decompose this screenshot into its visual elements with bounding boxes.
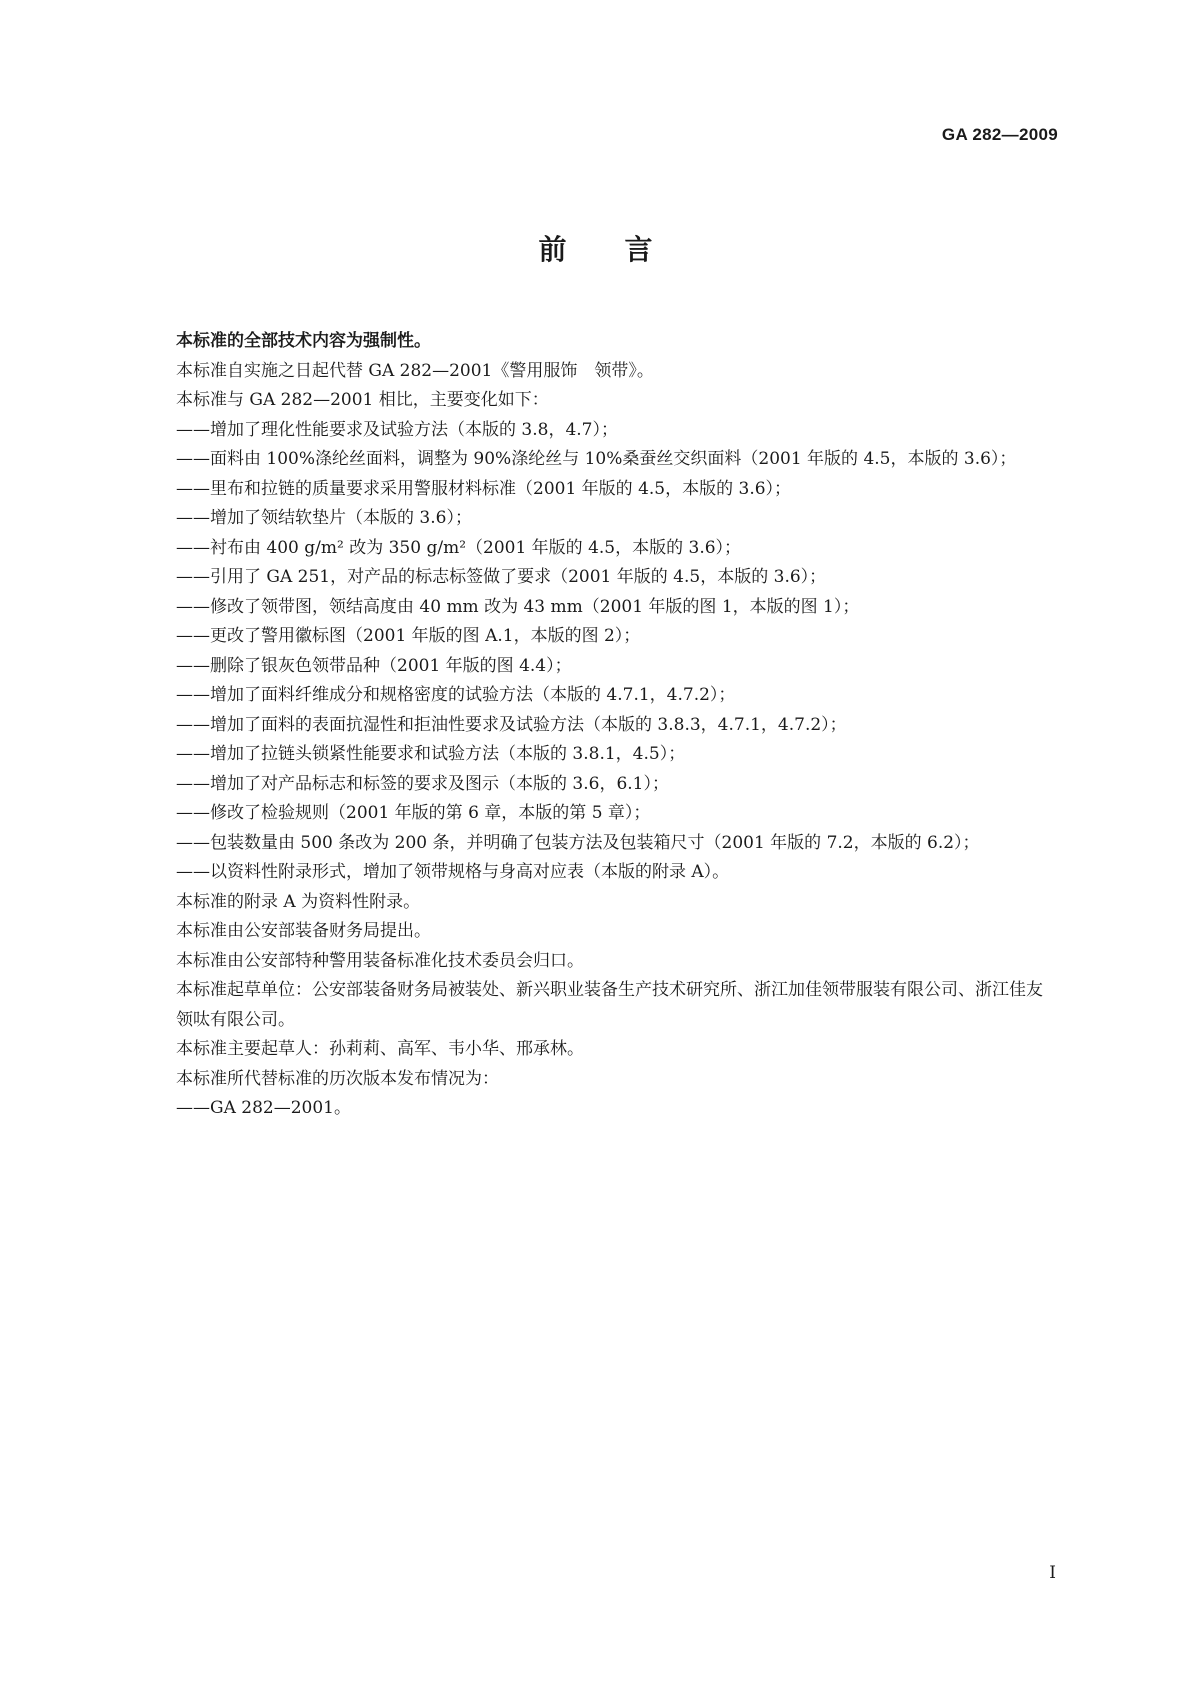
appendix-statement: 本标准的附录 A 为资料性附录。 xyxy=(176,891,421,912)
page-number: I xyxy=(1049,1563,1056,1583)
change-item: ——增加了对产品标志和标签的要求及图示（本版的 3.6，6.1）； xyxy=(176,773,669,794)
standard-code: GA 282—2009 xyxy=(941,125,1058,144)
drafting-units-statement: 本标准起草单位：公安部装备财务局被装处、新兴职业装备生产技术研究所、浙江加佳领带服装有限公司、浙江佳友领呔有限公司。 xyxy=(176,980,1043,1030)
centralized-by-statement: 本标准由公安部特种警用装备标准化技术委员会归口。 xyxy=(176,950,584,971)
change-item: ——增加了理化性能要求及试验方法（本版的 3.8，4.7）； xyxy=(176,419,618,440)
change-item: ——更改了警用徽标图（2001 年版的图 A.1，本版的图 2）； xyxy=(176,626,641,646)
drafters-statement: 本标准主要起草人：孙莉莉、高军、韦小华、邢承林。 xyxy=(176,1039,584,1059)
replacement-statement: 本标准自实施之日起代替 GA 282—2001《警用服饰 领带》。 xyxy=(176,360,654,381)
previous-edition-item: ——GA 282—2001。 xyxy=(176,1098,351,1118)
foreword-body xyxy=(176,327,1056,1124)
change-item: ——衬布由 400 g/m² 改为 350 g/m²（2001 年版的 4.5，本版的 3.6）； xyxy=(176,537,742,558)
proposer-statement: 本标准由公安部装备财务局提出。 xyxy=(176,921,431,941)
change-item: ——面料由 100%涤纶丝面料，调整为 90%涤纶丝与 10%桑蚕丝交织面料（2001 年版的 4.5，本版的 3.6）； xyxy=(176,449,1017,469)
change-item: ——增加了拉链头锁紧性能要求和试验方法（本版的 3.8.1，4.5）； xyxy=(176,744,686,764)
change-item: ——删除了银灰色领带品种（2001 年版的图 4.4）； xyxy=(176,655,572,676)
change-item: ——里布和拉链的质量要求采用警服材料标准（2001 年版的 4.5，本版的 3.6）； xyxy=(176,478,792,499)
changes-intro: 本标准与 GA 282—2001 相比，主要变化如下： xyxy=(176,390,549,410)
change-item: ——增加了领结软垫片（本版的 3.6）； xyxy=(176,508,472,528)
change-item: ——以资料性附录形式，增加了领带规格与身高对应表（本版的附录 A）。 xyxy=(176,862,730,882)
change-item: ——增加了面料的表面抗湿性和拒油性要求及试验方法（本版的 3.8.3，4.7.1，4.7.2）； xyxy=(176,714,847,735)
previous-editions-intro: 本标准所代替标准的历次版本发布情况为： xyxy=(176,1068,499,1089)
mandatory-statement: 本标准的全部技术内容为强制性。 xyxy=(176,331,431,351)
change-item: ——修改了检验规则（2001 年版的第 6 章，本版的第 5 章）； xyxy=(176,803,651,823)
page-title: 前言 xyxy=(538,233,711,266)
change-item: ——修改了领带图，领结高度由 40 mm 改为 43 mm（2001 年版的图 1，本版的图 1）； xyxy=(176,596,860,617)
change-item: ——引用了 GA 251，对产品的标志标签做了要求（2001 年版的 4.5，本版的 3.6）； xyxy=(176,567,827,587)
change-item: ——包装数量由 500 条改为 200 条，并明确了包装方法及包装箱尺寸（2001 年版的 7.2，本版的 6.2）； xyxy=(176,832,980,853)
change-item: ——增加了面料纤维成分和规格密度的试验方法（本版的 4.7.1，4.7.2）； xyxy=(176,685,736,705)
